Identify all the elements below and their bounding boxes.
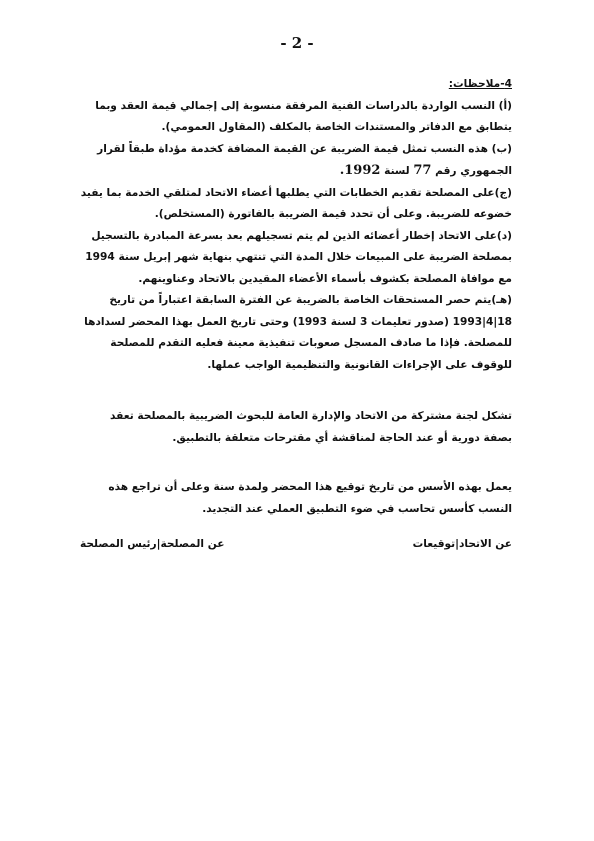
signature-union: عن الاتحاد|توقيعات xyxy=(412,538,512,550)
note-e-rest: (صدور تعليمات 3 لسنة 1993) وحتى تاريخ العمل بهذا المحضر لسدادها للمصلحة. فإذا ما صادف المسجل صعوبات تنفيذية معينة فعليه التقدم للمصلحة للوقوف على الإجراءات القانونية والتنظيمية الواجب عملها. xyxy=(84,315,512,371)
note-c: (ج)على المصلحة تقديم الخطابات التي يطلبها أعضاء الاتحاد لمتلقي الخدمة بما يفيد خضوعه للضريبة. وعلى أن تحدد قيمة الضريبة بالفاتورة (المستخلص). xyxy=(80,186,512,220)
note-b-year-word: لسنة xyxy=(384,165,410,177)
committee-paragraph: تشكل لجنة مشتركة من الاتحاد والإدارة العامة للبحوث الضريبية بالمصلحة تعقد بصفة دورية أو عند الحاجة لمناقشة أي مقترحات متعلقة بالتطبيق. xyxy=(110,410,512,444)
note-d-rest: مع موافاة المصلحة بكشوف بأسماء الأعضاء المقيدين بالاتحاد وعناوينهم. xyxy=(138,272,512,285)
note-e-text: (هـ)يتم حصر المستحقات الخاصة بالضريبة عن الفترة السابقة اعتباراً من تاريخ xyxy=(109,294,512,306)
signature-block xyxy=(80,538,512,550)
notes-heading: 4-ملاحظات: xyxy=(448,78,512,90)
signature-authority: عن المصلحة|رئيس المصلحة xyxy=(80,538,225,550)
note-b xyxy=(80,139,512,183)
note-b-decree-year: 1992. xyxy=(339,163,381,178)
note-d xyxy=(80,226,512,291)
document-body xyxy=(80,74,512,520)
note-e-date: 18|4|1993 xyxy=(452,315,512,328)
note-d-year: 1994 xyxy=(85,251,115,263)
note-a: (أ) النسب الواردة بالدراسات الفنية المرفقة منسوبة إلى إجمالي قيمة العقد وبما يتطابق مع الدفاتر والمستندات الخاصة بالمكلف (المقاول العمومي). xyxy=(95,99,512,133)
note-b-decree-number: 77 xyxy=(413,163,432,178)
note-b-text: (ب) هذه النسب تمثل قيمة الضريبة عن القيمة المضافة كخدمة مؤداة طبقاً لقرار الجمهوري رقم xyxy=(97,142,512,177)
note-e xyxy=(80,290,512,376)
page-number: - 2 - xyxy=(280,34,314,52)
validity-paragraph: يعمل بهذه الأسس من تاريخ توقيع هذا المحضر ولمدة سنة وعلى أن تراجع هذه النسب كأسس تحاسب في ضوء التطبيق العملي عند التجديد. xyxy=(108,481,512,515)
note-d-text: (د)على الاتحاد إخطار أعضائه الذين لم يتم تسجيلهم بعد بسرعة المبادرة بالتسجيل بمصلحة الضريبة على المبيعات خلال المدة التي تنتهي بنهاية شهر إبريل سنة xyxy=(91,229,512,263)
